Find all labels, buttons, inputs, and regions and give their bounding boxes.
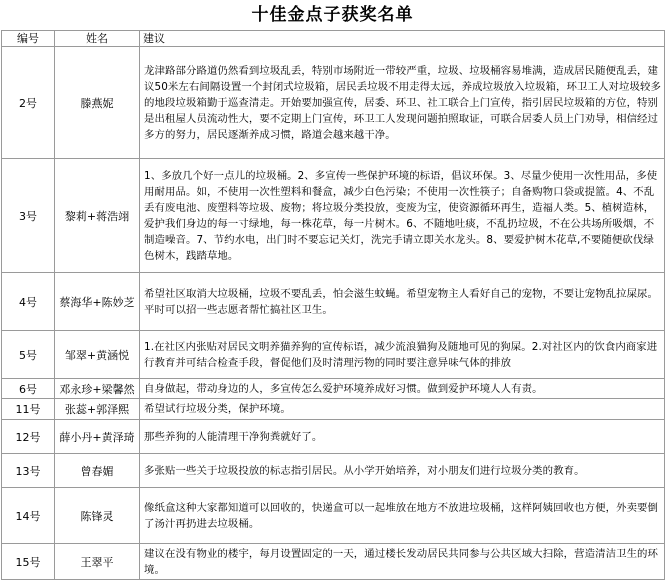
- cell-no: 11号: [2, 399, 55, 420]
- cell-name: 邓永珍+梁馨然: [55, 379, 140, 399]
- table-row: [2, 420, 665, 454]
- cell-suggestion: 建议在没有物业的楼宇，每月设置固定的一天，通过楼长发动居民共同参与公共区域大扫除，营造清洁卫生的环境。: [140, 544, 665, 580]
- table-row: [2, 331, 665, 379]
- cell-no: 12号: [2, 420, 55, 454]
- cell-suggestion: 多张贴一些关于垃圾投放的标志指引居民。从小学开始培养，对小朋友们进行垃圾分类的教育。: [140, 454, 665, 488]
- cell-suggestion: 1.在社区内张贴对居民文明养猫养狗的宣传标语，减少流浪猫狗及随地可见的狗屎。2.对社区内的饮食内商家进行教育并可结合检查手段，督促他们及时清理污物的同时要注意异味气体的排放: [140, 331, 665, 379]
- cell-no: 3号: [2, 159, 55, 273]
- table-row: [2, 47, 665, 159]
- cell-suggestion: 像纸盒这种大家都知道可以回收的，快递盒可以一起堆放在地方不放进垃圾桶，这样阿姨回收也方便，外卖要倒了汤汁再扔进去垃圾桶。: [140, 488, 665, 544]
- cell-name: 张蕊+郭泽熙: [55, 399, 140, 420]
- table-row: [2, 454, 665, 488]
- cell-suggestion: 龙津路部分路道仍然看到垃圾乱丢，特别市场附近一带较严重，垃圾、垃圾桶容易堆满，造成居民随便乱丢，建议50米左右间隔设置一个封闭式垃圾箱，居民丢垃圾不用走得太远，养成垃圾放入垃圾箱，环卫工人对垃圾较多的地段垃圾箱勤于巡查清走。开始要加强宣传，居委、环卫、社工联合上门宣传，指引居民垃圾箱的方位，特别是出租屋人员流动性大，要不定期上门宣传，环卫工人发现问题拍照取证，可联合居委人员上门劝导，相信经过多方的努力，居民逐渐养成习惯，路道会越来越干净。: [140, 47, 665, 159]
- cell-suggestion: 希望试行垃圾分类，保护环境。: [140, 399, 665, 420]
- cell-name: 王翠平: [55, 544, 140, 580]
- cell-no: 5号: [2, 331, 55, 379]
- table-row: [2, 379, 665, 399]
- cell-name: 陈锋灵: [55, 488, 140, 544]
- cell-name: 滕燕妮: [55, 47, 140, 159]
- cell-no: 4号: [2, 273, 55, 331]
- column-header-name: 姓名: [55, 31, 140, 47]
- cell-no: 15号: [2, 544, 55, 580]
- table-row: [2, 273, 665, 331]
- award-table: [1, 30, 665, 580]
- cell-suggestion: 自身做起，带动身边的人，多宣传怎么爱护环境养成好习惯。做到爱护环境人人有责。: [140, 379, 665, 399]
- column-header-no: 编号: [2, 31, 55, 47]
- column-header-suggestion: 建议: [140, 31, 665, 47]
- cell-suggestion: 1、多放几个好一点儿的垃圾桶。2、多宣传一些保护环境的标语，倡议环保。3、尽量少使用一次性用品，多使用耐用品。如，不使用一次性塑料和餐盒，减少白色污染；不使用一次性筷子；自备购物口袋或提篮。4、不乱丢有废电池、废塑料等垃圾、废物；将垃圾分类投放，变废为宝，使资源循环再生，造福人类。5、植树造林，爱护我们身边的每一寸绿地，每一株花草，每一片树木。6、不随地吐痰，不乱扔垃圾，不在公共场所吸烟，不制造噪音。7、节约水电，出门时不要忘记关灯，洗完手请立即关水龙头。8、要爱护树木花草,不要随便砍伐绿色树木，践踏草地。: [140, 159, 665, 273]
- document-title: 十佳金点子获奖名单: [251, 5, 414, 25]
- table-row: [2, 399, 665, 420]
- table-row: [2, 544, 665, 580]
- cell-no: 13号: [2, 454, 55, 488]
- table-row: [2, 488, 665, 544]
- cell-name: 邹翠+黄涵悦: [55, 331, 140, 379]
- cell-no: 14号: [2, 488, 55, 544]
- cell-no: 6号: [2, 379, 55, 399]
- header-row: [2, 31, 665, 47]
- cell-name: 薛小丹+黄泽琦: [55, 420, 140, 454]
- cell-no: 2号: [2, 47, 55, 159]
- cell-suggestion: 希望社区取消大垃圾桶，垃圾不要乱丢，怕会滋生蚊蝇。希望宠物主人看好自己的宠物，不要让宠物乱拉屎尿。平时可以招一些志愿者帮忙搞社区卫生。: [140, 273, 665, 331]
- cell-suggestion: 那些养狗的人能清理干净狗粪就好了。: [140, 420, 665, 454]
- cell-name: 黎莉+蒋浩翊: [55, 159, 140, 273]
- cell-name: 曾春媚: [55, 454, 140, 488]
- cell-name: 蔡海华+陈妙芝: [55, 273, 140, 331]
- table-row: [2, 159, 665, 273]
